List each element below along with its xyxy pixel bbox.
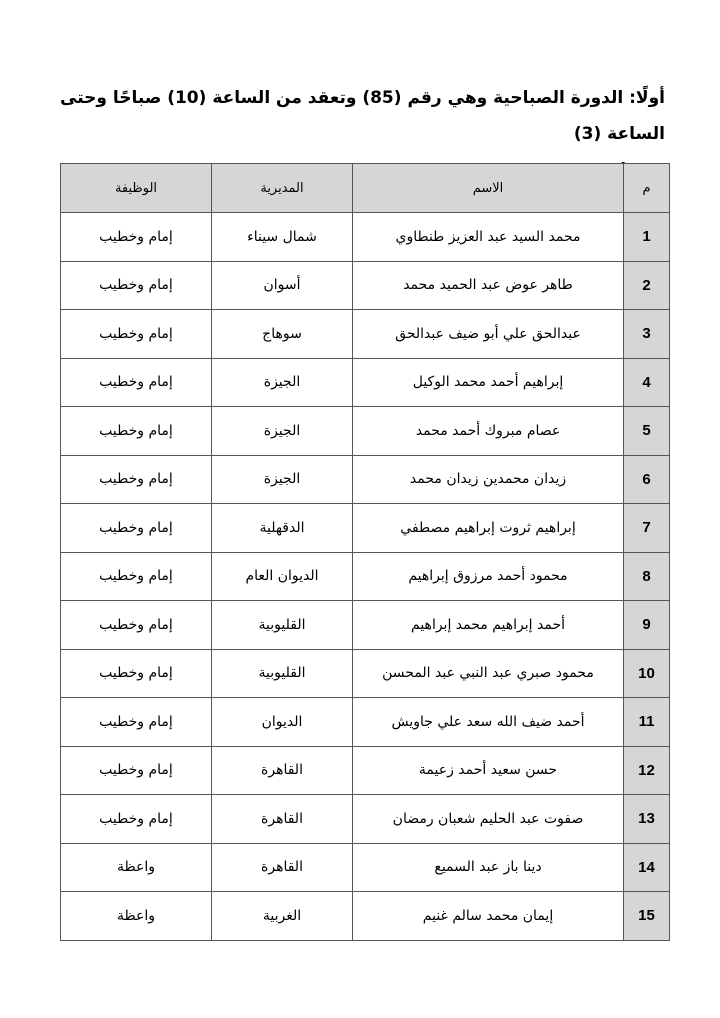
directorate-cell: الغربية: [212, 892, 353, 941]
job-cell: إمام وخطيب: [61, 407, 212, 456]
directorate-cell: أسوان: [212, 261, 353, 310]
name-cell: زيدان محمدين زيدان محمد: [353, 455, 624, 504]
job-cell: إمام وخطيب: [61, 601, 212, 650]
directorate-cell: الجيزة: [212, 455, 353, 504]
table-row: [61, 310, 670, 359]
directorate-cell: القاهرة: [212, 843, 353, 892]
directorate-cell: شمال سيناء: [212, 213, 353, 262]
name-cell: أحمد إبراهيم محمد إبراهيم: [353, 601, 624, 650]
row-number: 5: [624, 407, 670, 456]
name-cell: طاهر عوض عبد الحميد محمد: [353, 261, 624, 310]
directorate-cell: القليوبية: [212, 601, 353, 650]
name-cell: صفوت عبد الحليم شعبان رمضان: [353, 795, 624, 844]
job-cell: واعظة: [61, 892, 212, 941]
name-cell: محمود أحمد مرزوق إبراهيم: [353, 552, 624, 601]
directorate-cell: سوهاج: [212, 310, 353, 359]
job-cell: إمام وخطيب: [61, 795, 212, 844]
row-number: 7: [624, 504, 670, 553]
directorate-cell: القاهرة: [212, 746, 353, 795]
name-cell: محمد السيد عبد العزيز طنطاوي: [353, 213, 624, 262]
directorate-cell: القليوبية: [212, 649, 353, 698]
name-cell: إيمان محمد سالم غنيم: [353, 892, 624, 941]
name-cell: عصام مبروك أحمد محمد: [353, 407, 624, 456]
job-cell: إمام وخطيب: [61, 746, 212, 795]
job-cell: إمام وخطيب: [61, 649, 212, 698]
job-cell: إمام وخطيب: [61, 213, 212, 262]
heading-line-1: أولًا: الدورة الصباحية وهي رقم (85) وتعقد من الساعة (10) صباحًا وحتى الساعة (3): [60, 88, 665, 144]
table-row: [61, 407, 670, 456]
job-cell: إمام وخطيب: [61, 358, 212, 407]
table-row: [61, 892, 670, 941]
row-number: 9: [624, 601, 670, 650]
header-num: م: [624, 164, 670, 213]
directorate-cell: الجيزة: [212, 358, 353, 407]
table-row: [61, 746, 670, 795]
row-number: 4: [624, 358, 670, 407]
row-number: 8: [624, 552, 670, 601]
roster-table: [60, 163, 670, 941]
directorate-cell: القاهرة: [212, 795, 353, 844]
job-cell: إمام وخطيب: [61, 552, 212, 601]
table-row: [61, 649, 670, 698]
table-row: [61, 552, 670, 601]
name-cell: عبدالحق علي أبو ضيف عبدالحق: [353, 310, 624, 359]
table-header-row: [61, 164, 670, 213]
table-row: [61, 455, 670, 504]
job-cell: إمام وخطيب: [61, 310, 212, 359]
job-cell: إمام وخطيب: [61, 504, 212, 553]
row-number: 1: [624, 213, 670, 262]
table-row: [61, 843, 670, 892]
name-cell: دينا باز عبد السميع: [353, 843, 624, 892]
row-number: 11: [624, 698, 670, 747]
directorate-cell: الجيزة: [212, 407, 353, 456]
row-number: 14: [624, 843, 670, 892]
name-cell: محمود صبري عبد النبي عبد المحسن: [353, 649, 624, 698]
name-cell: أحمد ضيف الله سعد علي جاويش: [353, 698, 624, 747]
job-cell: واعظة: [61, 843, 212, 892]
row-number: 10: [624, 649, 670, 698]
table-body: [61, 213, 670, 941]
job-cell: إمام وخطيب: [61, 261, 212, 310]
header-directorate: المديرية: [212, 164, 353, 213]
table-row: [61, 698, 670, 747]
directorate-cell: الديوان العام: [212, 552, 353, 601]
table-row: [61, 795, 670, 844]
job-cell: إمام وخطيب: [61, 455, 212, 504]
name-cell: إبراهيم أحمد محمد الوكيل: [353, 358, 624, 407]
table-row: [61, 213, 670, 262]
directorate-cell: الدقهلية: [212, 504, 353, 553]
row-number: 3: [624, 310, 670, 359]
table-row: [61, 261, 670, 310]
table-row: [61, 358, 670, 407]
row-number: 2: [624, 261, 670, 310]
header-name: الاسم: [353, 164, 624, 213]
row-number: 6: [624, 455, 670, 504]
job-cell: إمام وخطيب: [61, 698, 212, 747]
directorate-cell: الديوان: [212, 698, 353, 747]
name-cell: إبراهيم ثروت إبراهيم مصطفي: [353, 504, 624, 553]
row-number: 13: [624, 795, 670, 844]
header-job: الوظيفة: [61, 164, 212, 213]
row-number: 15: [624, 892, 670, 941]
table-row: [61, 601, 670, 650]
row-number: 12: [624, 746, 670, 795]
table-row: [61, 504, 670, 553]
name-cell: حسن سعيد أحمد زعيمة: [353, 746, 624, 795]
